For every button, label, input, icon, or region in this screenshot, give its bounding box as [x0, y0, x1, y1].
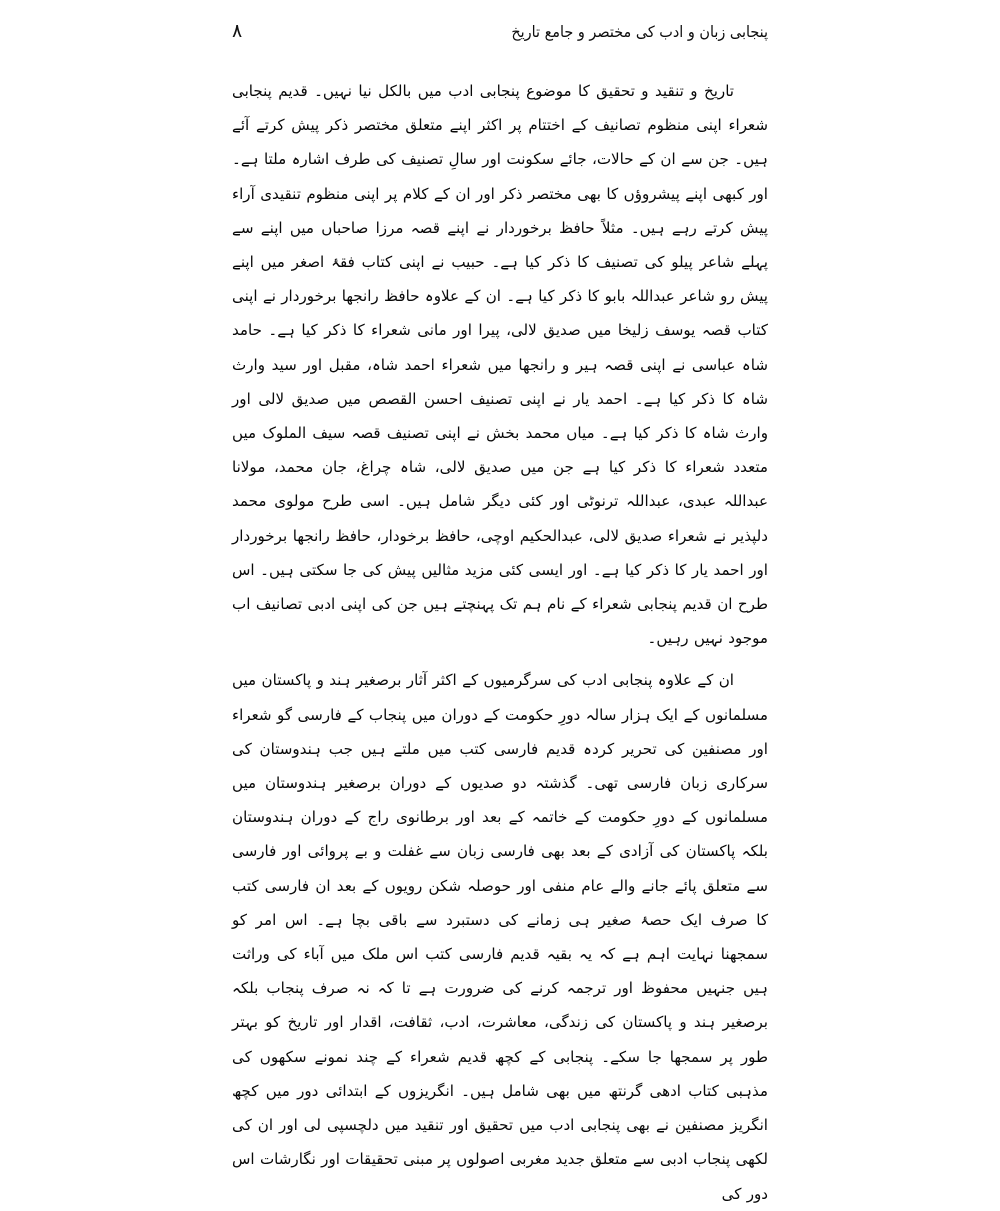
body-text-column: [232, 74, 768, 1211]
paragraph-1: تاریخ و تنقید و تحقیق کا موضوع پنجابی ادب میں بالکل نیا نہیں۔ قدیم پنجابی شعراء اپنی منظوم تصانیف کے اختتام پر اکثر اپنے متعلق مختصر ذکر پیش کرتے آئے ہیں۔ جن سے ان کے حالات، جائے سکونت اور سالِ تصنیف کی طرف اشارہ ملتا ہے۔ اور کبھی اپنے پیشروؤں کا بھی مختصر ذکر اور ان کے کلام پر اپنی منظوم تنقیدی آراء پیش کرتے رہے ہیں۔ مثلاً حافظ برخوردار نے اپنے قصہ مرزا صاحباں میں اپنے سے پہلے شاعر پیلو کی تصنیف کا ذکر کیا ہے۔ حبیب نے اپنی کتاب فقۂ اصغر میں اپنے پیش رو شاعر عبداللہ بابو کا ذکر کیا ہے۔ ان کے علاوہ حافظ رانجھا برخوردار نے اپنی کتاب قصہ یوسف زلیخا میں صدیق لالی، پیرا اور مانی شعراء کا ذکر کیا ہے۔ حامد شاہ عباسی نے اپنی قصہ ہیر و رانجھا میں شعراء احمد شاہ، مقبل اور سید وارث شاہ کا ذکر کیا ہے۔ احمد یار نے اپنی تصنیف احسن القصص میں صدیق لالی اور وارث شاہ کا ذکر کیا ہے۔ میاں محمد بخش نے اپنی تصنیف قصہ سیف الملوک میں متعدد شعراء کا ذکر کیا ہے جن میں صدیق لالی، شاہ چراغ، جان محمد، مولانا عبداللہ عبدی، عبداللہ ترنوٹی اور کئی دیگر شامل ہیں۔ اسی طرح مولوی محمد دلپذیر نے شعراء صدیق لالی، عبدالحکیم اوچی، حافظ برخودار، حافظ رانجھا برخوردار اور احمد یار کا ذکر کیا ہے۔ اور ایسی کئی مزید مثالیں پیش کی جا سکتی ہیں۔ اس طرح ان قدیم پنجابی شعراء کے نام ہم تک پہنچتے ہیں جن کی اپنی ادبی تصانیف اب موجود نہیں رہیں۔: [232, 82, 768, 648]
paragraph-2: ان کے علاوہ پنجابی ادب کی سرگرمیوں کے اکثر آثار برصغیر ہند و پاکستان میں مسلمانوں کے ایک ہزار سالہ دورِ حکومت کے دوران میں پنجاب کے فارسی گو شعراء اور مصنفین کی تحریر کردہ قدیم فارسی کتب میں ملتے ہیں جب ہندوستان کی سرکاری زبان فارسی تھی۔ گذشتہ دو صدیوں کے دوران برصغیر ہندوستان میں مسلمانوں کے دورِ حکومت کے خاتمہ کے بعد اور برطانوی راج کے دوران ہندوستان بلکہ پاکستان کی آزادی کے بعد بھی فارسی زبان سے غفلت و بے پروائی اور فارسی سے متعلق پائے جانے والے عام منفی اور حوصلہ شکن رویوں کے بعد ان فارسی کتب کا صرف ایک حصۂ صغیر ہی زمانے کی دستبرد سے باقی بچا ہے۔ اس امر کو سمجھنا نہایت اہم ہے کہ یہ بقیہ قدیم فارسی کتب اس ملک میں آباء کی وراثت ہیں جنہیں محفوظ اور ترجمہ کرنے کی ضرورت ہے تا کہ نہ صرف پنجاب بلکہ برصغیر ہند و پاکستان کی زندگی، معاشرت، ادب، ثقافت، اقدار اور تاریخ کو بہتر طور پر سمجھا جا سکے۔ پنجابی کے کچھ قدیم شعراء کے چند نمونے سکھوں کی مذہبی کتاب ادھی گرنتھ میں بھی شامل ہیں۔ انگریزوں کے ابتدائی دور میں کچھ انگریز مصنفین نے بھی پنجابی ادب میں تحقیق اور تنقید میں دلچسپی لی اور ان کی لکھی پنجاب ادبی سے متعلق جدید مغربی اصولوں پر مبنی تحقیقات اور نگارشات اس دور کی: [232, 671, 768, 1203]
running-header: [232, 18, 768, 52]
page-number: ۸: [232, 20, 243, 42]
book-title: پنجابی زبان و ادب کی مختصر و جامع تاریخ: [511, 23, 768, 41]
